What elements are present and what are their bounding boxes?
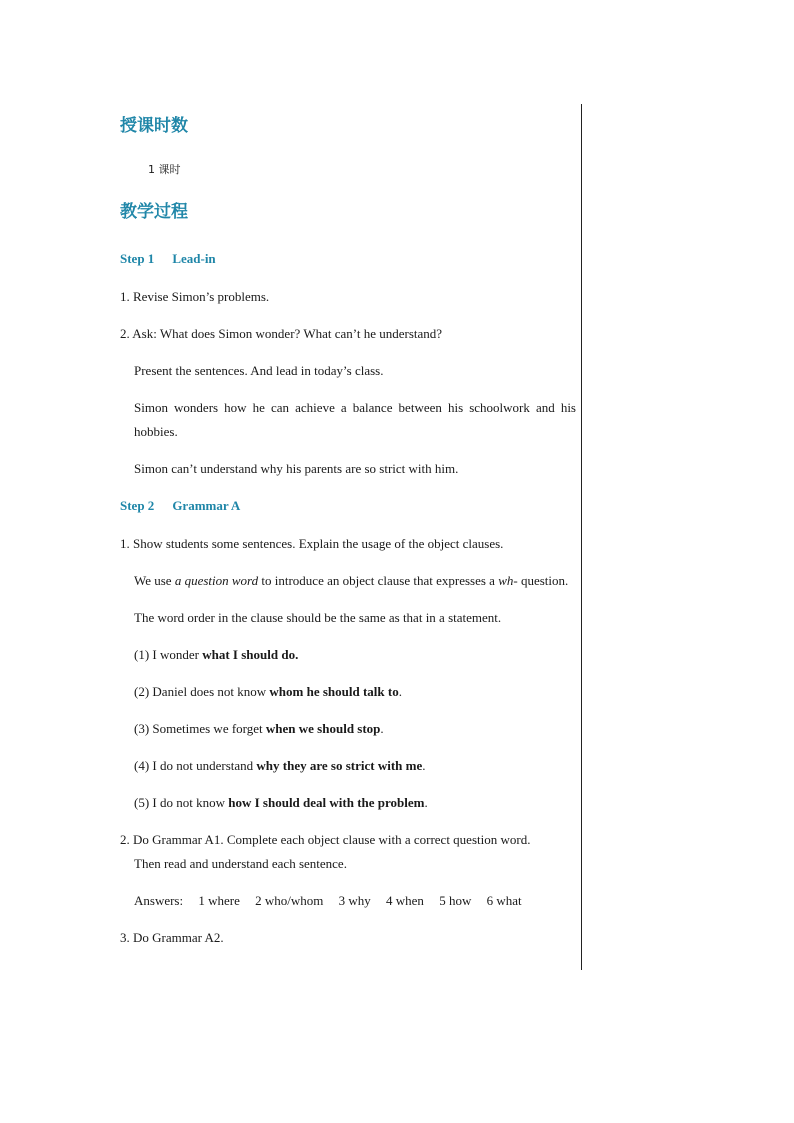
example-sentence-5 — [120, 791, 576, 815]
sentence-4-pre: (4) I do not understand — [134, 758, 257, 773]
step1-present: Present the sentences. And lead in today’s class. — [134, 363, 384, 378]
step2-label: Step 2 — [120, 498, 155, 513]
example-sentence-4 — [120, 754, 576, 778]
step2-heading — [120, 497, 576, 515]
step1-heading — [120, 250, 576, 268]
sentence-2-bold: whom he should talk to — [269, 684, 399, 699]
sentence-5-pre: (5) I do not know — [134, 795, 229, 810]
item2-line-1: 2. Do Grammar A1. Complete each object clause with a correct question word. — [120, 832, 531, 847]
step2-rule-1 — [120, 569, 576, 593]
answer-1: 1 where — [198, 893, 240, 908]
answer-6: 6 what — [486, 893, 522, 908]
answer-4: 4 when — [386, 893, 424, 908]
hours-value: 1 课时 — [148, 163, 181, 176]
rule1-text-e: question. — [517, 573, 569, 588]
sentence-5-post: . — [424, 795, 428, 810]
step1-example-2: Simon can’t understand why his parents are so strict with him. — [134, 461, 459, 476]
section-title-hours: 授课时数 — [120, 116, 188, 136]
sentence-1-pre: (1) I wonder — [134, 647, 203, 662]
step2-rule-2: The word order in the clause should be the same as that in a statement. — [134, 610, 502, 625]
sentence-3-bold: when we should stop — [265, 721, 381, 736]
step1-example-1: Simon wonders how he can achieve a balance between his schoolwork and his hobbies. — [134, 400, 576, 439]
rule1-text-b: a question word — [174, 573, 259, 588]
rule1-text-a: We use — [134, 573, 175, 588]
sentence-3-pre: (3) Sometimes we forget — [134, 721, 266, 736]
example-sentence-2 — [120, 680, 576, 704]
section-title-process: 教学过程 — [120, 202, 188, 222]
sentence-5-bold: how I should deal with the problem — [228, 795, 425, 810]
sentence-2-pre: (2) Daniel does not know — [134, 684, 270, 699]
answers-label: Answers: — [134, 893, 184, 908]
rule1-text-d: wh- — [498, 573, 518, 588]
answer-5: 5 how — [439, 893, 472, 908]
answer-2: 2 who/whom — [255, 893, 324, 908]
answers-line — [120, 889, 576, 913]
sentence-4-bold: why they are so strict with me — [256, 758, 423, 773]
sentence-3-post: . — [380, 721, 384, 736]
answer-3: 3 why — [338, 893, 371, 908]
step2-item-2 — [120, 828, 576, 876]
step2-item-3: 3. Do Grammar A2. — [120, 930, 224, 945]
table-border-line — [581, 104, 582, 970]
sentence-1-bold: what I should do. — [202, 647, 299, 662]
step1-label: Step 1 — [120, 251, 155, 266]
example-sentence-3 — [120, 717, 576, 741]
step1-name: Lead-in — [172, 251, 216, 266]
item2-line-2: Then read and understand each sentence. — [134, 856, 347, 871]
step2-item-1: 1. Show students some sentences. Explain the usage of the object clauses. — [120, 536, 504, 551]
step1-item-2: 2. Ask: What does Simon wonder? What can’t he understand? — [120, 326, 443, 341]
sentence-4-post: . — [422, 758, 426, 773]
step1-item-1: 1. Revise Simon’s problems. — [120, 289, 270, 304]
rule1-text-c: to introduce an object clause that expresses a — [258, 573, 499, 588]
example-sentence-1 — [120, 643, 576, 667]
step2-name: Grammar A — [172, 498, 241, 513]
sentence-2-post: . — [398, 684, 402, 699]
lesson-plan-content — [120, 112, 576, 950]
